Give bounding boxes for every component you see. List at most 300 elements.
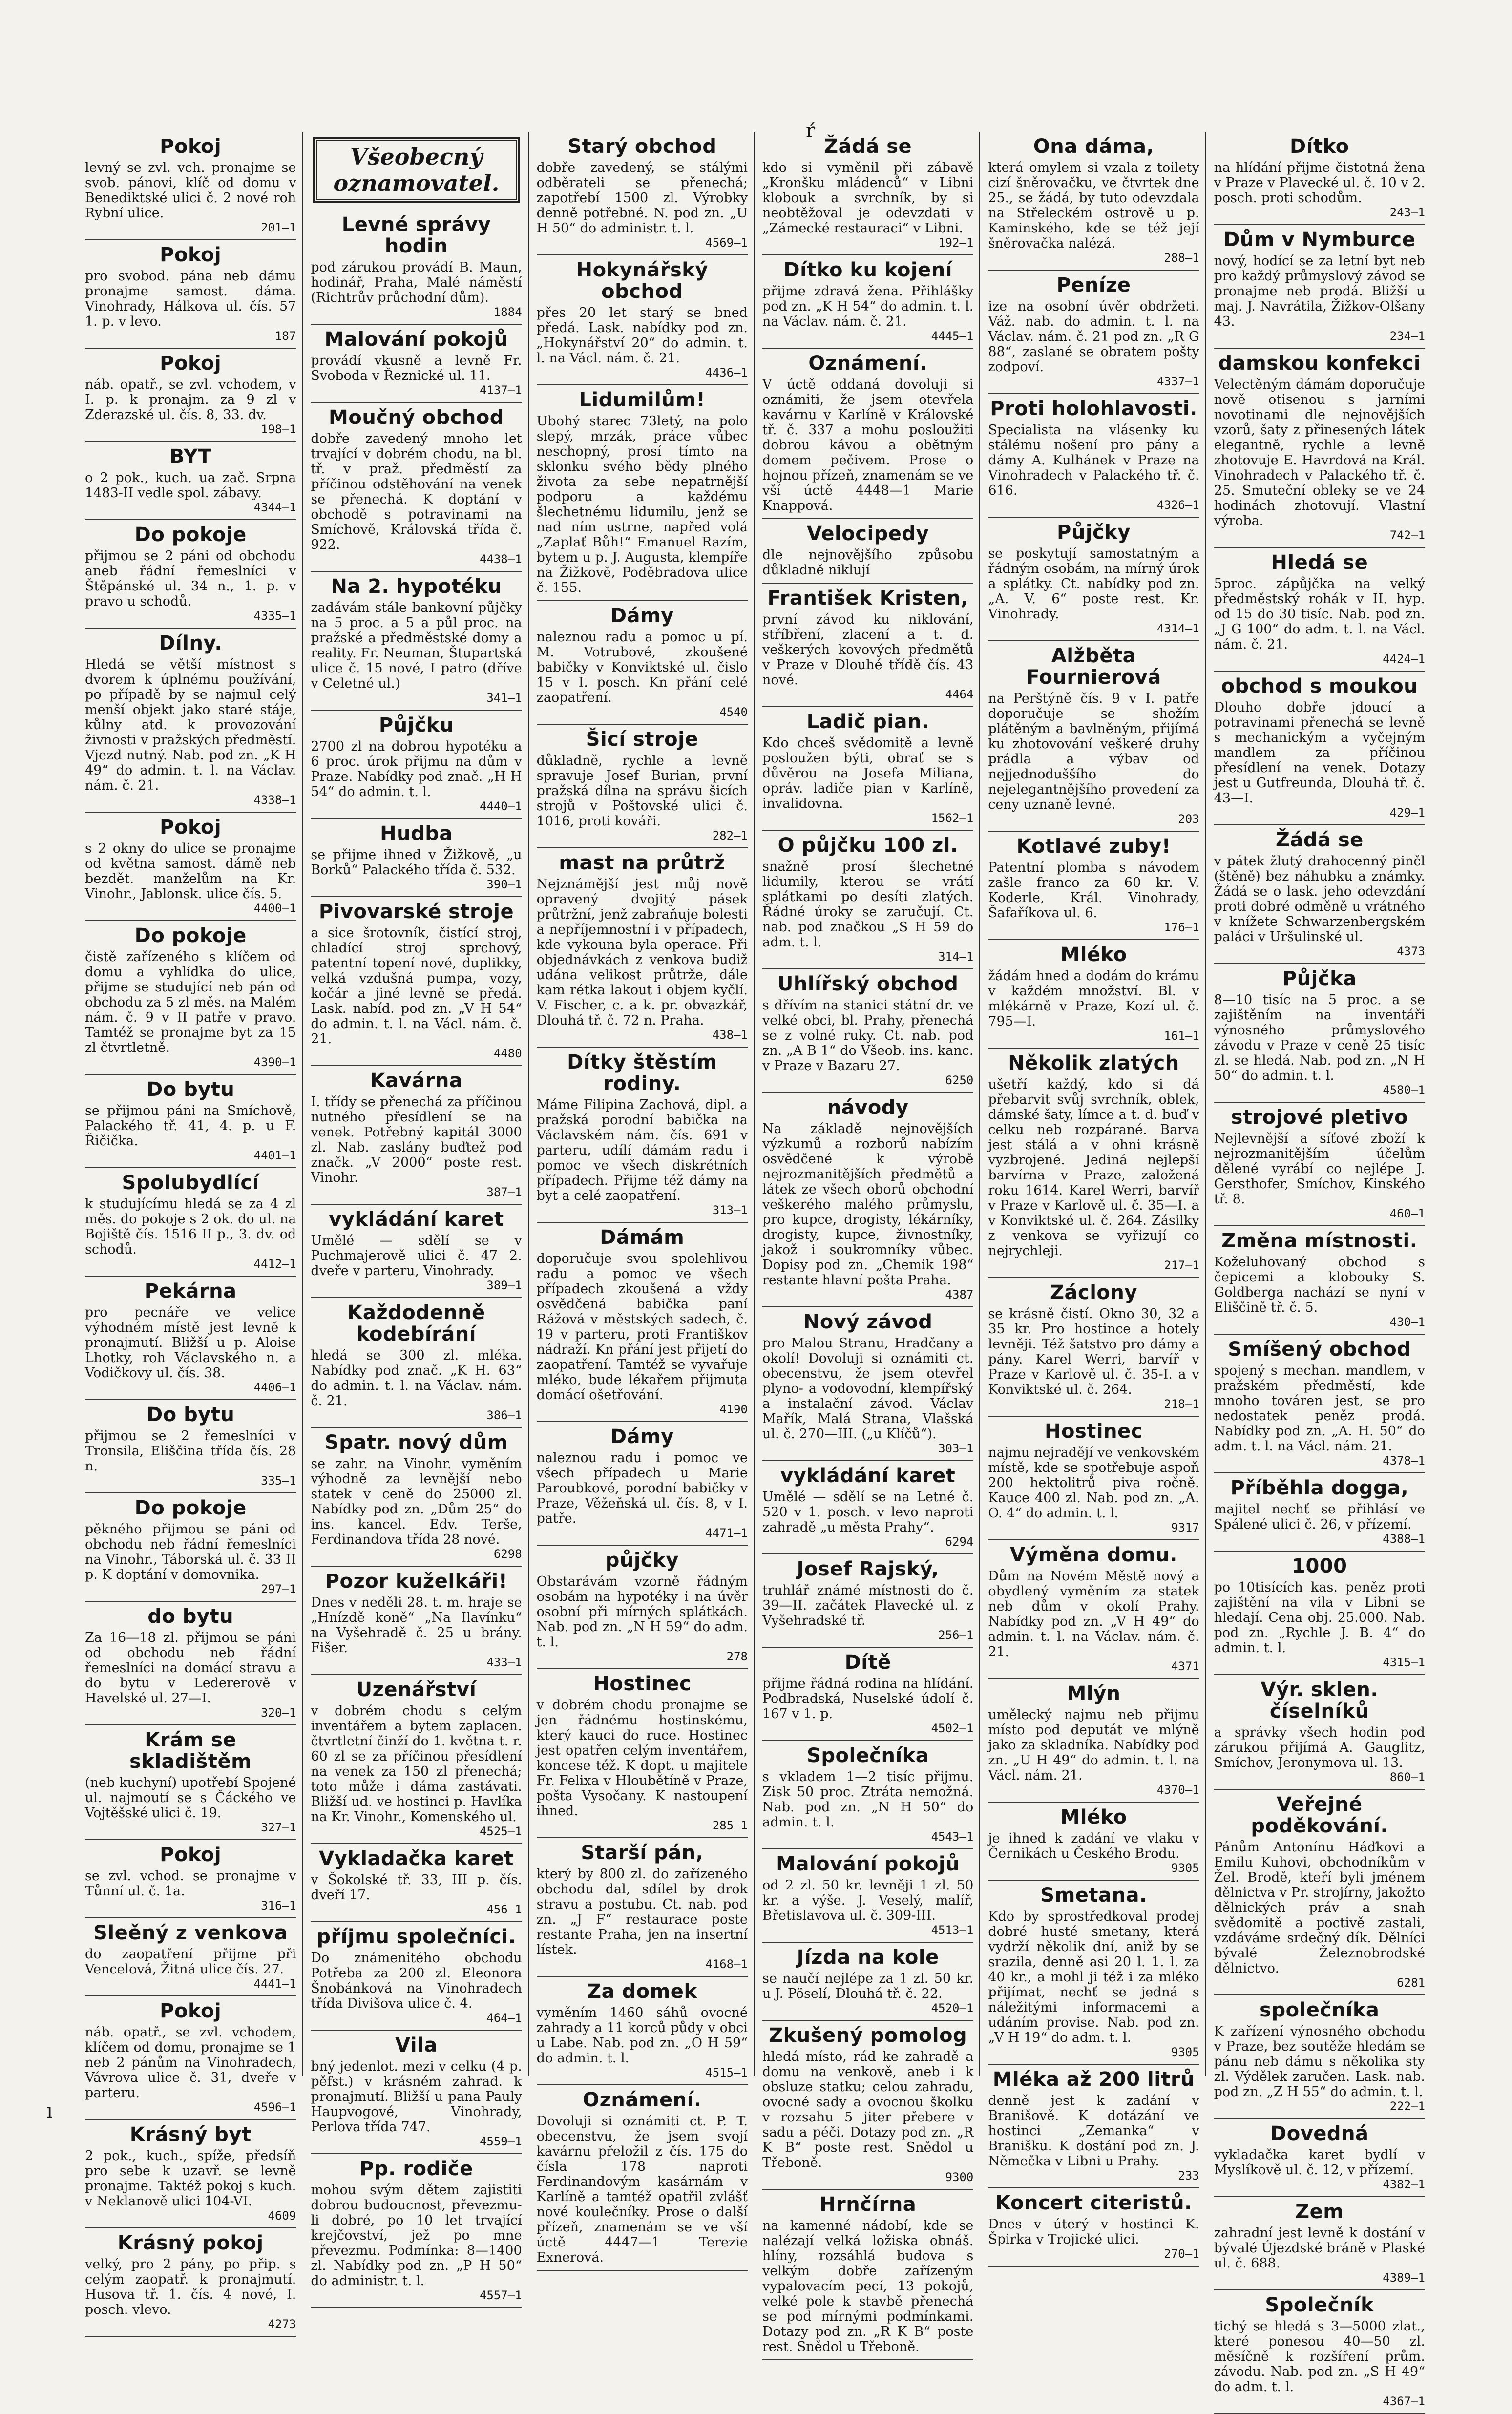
ad-body: zahradní jest levně k dostání v bývalé Újezdské bráně v Plaské ul. č. 688. <box>1214 2225 1425 2271</box>
column-2 <box>309 132 528 2302</box>
classified-ad <box>85 1075 296 1168</box>
ad-title: Půjčku <box>378 714 454 736</box>
column-3 <box>535 132 755 2265</box>
classified-ad <box>537 2085 748 2271</box>
classified-ad <box>1214 1995 1425 2119</box>
ad-code: 430—1 <box>1389 1315 1425 1329</box>
ad-title: vykládání karet <box>329 1208 504 1231</box>
ad-body: Máme Filipina Zachová, dipl. a pražská porodní babička na Václavském nám. čís. 691 v parteru, udílí dámám radu i pomoc ve všech diskrétních případech. Přijme též dámy na byt a celé zaopatření. <box>536 1097 748 1203</box>
classified-ad <box>311 2154 522 2308</box>
ad-body: najmu nejradějí ve venkovském místě, kde se spotřebuje aspoň 200 hektolitrů piva ročně. Kauce 400 zl. Nab. pod zn. „A. O. 4“ do admin. t. l. <box>988 1445 1199 1521</box>
ad-title: Společník <box>1265 2294 1374 2316</box>
ad-code: 456—1 <box>486 1903 522 1916</box>
ad-title: Mléko <box>1060 944 1127 966</box>
ad-body: Dnes v neděli 28. t. m. hraje se „Hnízdě koně“ „Na Ilavínku“ na Vyšehradě č. 25 u brány. Fišer. <box>311 1595 522 1656</box>
classified-ad <box>311 1066 522 1205</box>
ad-title: 1000 <box>1292 1555 1347 1577</box>
ad-title: Za domek <box>587 1980 697 2003</box>
ad-title: Do pokoje <box>134 524 247 546</box>
ad-code: 4370—1 <box>1156 1783 1199 1797</box>
classified-ad <box>85 1493 296 1602</box>
ad-code: 4190 <box>719 1403 748 1416</box>
ad-title: společníka <box>1260 1999 1380 2021</box>
ad-code: 4273 <box>268 2317 296 2331</box>
classified-ad <box>537 601 748 725</box>
ad-body: v pátek žlutý drahocenný pinčl (štěně) bez náhubku a známky. Žádá se o lask. jeho odevzdání proti dobré odměně u vrátného v knížete Schwarzenbergském paláci v Uršulinské ul. <box>1214 854 1425 945</box>
ad-code: 243—1 <box>1389 206 1425 219</box>
classified-ad <box>311 1675 522 1844</box>
ad-code: 203 <box>1178 812 1199 826</box>
ad-body: pro pecnáře ve velice výhodném místě jest levně k pronajmutí. Bližší u p. Aloise Lhotky, roh Václavského n. a Vodičkovy ul. čís. 38. <box>85 1305 296 1381</box>
ad-body: důkladně, rychle a levně spravuje Josef Burian, první pražská dílna na správu šicích strojů v Poštovské ulici č. 1016, proti kováři. <box>536 753 748 829</box>
ad-code: 320—1 <box>261 1706 296 1720</box>
ad-code: 4314—1 <box>1156 622 1199 635</box>
ad-code: 288—1 <box>1164 251 1199 265</box>
ad-title: Oznámení. <box>808 352 927 375</box>
ad-title: Alžběta Fournierová <box>1026 645 1161 689</box>
ad-title: Hudba <box>380 822 453 845</box>
ad-title: Velocipedy <box>807 523 929 545</box>
ad-body: je ihned k zadání ve vlaku v Černikách u Českého Brodu. <box>988 1831 1199 1861</box>
ad-code: 341—1 <box>486 691 522 705</box>
ad-body: na Perštýně čís. 9 v I. patře doporučuje se shožím plátěným a bavlněným, přijímá ku zhotovování veškeré druhy prádla a výbav od nejjednoduššího do nejelegantnějšího provedení za ceny uznaně levné. <box>988 691 1199 812</box>
ad-code: 4344—1 <box>253 501 296 514</box>
ad-body: mohou svým dětem zajistiti dobrou budoucnost, převezmu-li dobré, po 10 let trvající krejčovství, jež po mne převezmu. Podmínka: 8—1400 zl. Nabídky pod zn. „P H 50“ do administr. t. l. <box>311 2183 522 2288</box>
classified-ad <box>537 725 748 848</box>
ad-body: o 2 pok., kuch. ua zač. Srpna 1483-II vedle spol. zábavy. <box>85 470 296 501</box>
ad-body: Kdo chceš svědomitě a levně posloužen býti, obrať se s důvěrou na Josefa Miliana, opráv. ladiče pian v Karlíně, invalidovna. <box>762 735 974 811</box>
classified-ad <box>988 940 1199 1049</box>
ad-body: provádí vkusně a levně Fr. Svoboda v Řeznické ul. 11. <box>311 353 522 383</box>
ad-code: 6294 <box>945 1535 974 1549</box>
ad-body: 2 pok., kuch., spíže, předsíň pro sebe k uzavř. se levně pronajme. Taktéž pokoj s kuch. v Neklanově ulici 104-VI. <box>85 2148 296 2209</box>
classified-ad <box>1214 1226 1425 1335</box>
ad-code: 4382—1 <box>1383 2178 1425 2191</box>
classified-ad <box>85 442 296 520</box>
ad-body: pod zárukou provádí B. Maun, hodinář, Praha, Malé náměstí (Richtrův průchodní dům). <box>311 260 522 305</box>
newspaper-page <box>83 132 1431 2408</box>
ad-title: Zkušený pomolog <box>769 2024 967 2047</box>
ad-body: náb. opatř., se zvl. vchodem, klíčem od domu, pronajme se 1 neb 2 pánům na Vinohradech, Vávrova ulice č. 31, dveře v parteru. <box>85 2025 296 2100</box>
ad-body: se zvl. vchod. se pronajme v Tůnní ul. č. 1a. <box>85 1868 296 1899</box>
classified-ad <box>1214 2197 1425 2290</box>
ad-code: 297—1 <box>261 1582 296 1596</box>
ad-code: 6281 <box>1397 1976 1425 1990</box>
ad-body: v dobrém chodu pronajme se jen řádnému hostinskému, který kauci do ruce. Hostinec jest opatřen celým inventářem, koncese též. K dopt. u majitele Fr. Felixa v Hloubětíně v Praze, pošta Vysočany. K nastoupení ihned. <box>536 1698 748 1819</box>
ad-body: ušetří každý, kdo si dá přebarvit svůj svrchník, oblek, dámské šaty, límce a t. d. buď v celku neb rozpárané. Barva jest stálá a v ohni krásně vyzbrojené. Jediná nejlepší barvírna v Praze, založená roku 1614. Karel Werri, barvíř v Praze v Karlově ul. č. 35—I. a v Konviktské ul. č. 264. Zásilky z venkova se vyřizují co nejrychleji. <box>988 1077 1199 1259</box>
ad-body: (neb kuchyní) upotřebí Spojené ul. najmoutí se s Čáckého ve Vojtěšské ulici č. 19. <box>85 1775 296 1821</box>
classified-ad <box>537 1223 748 1422</box>
classified-ad <box>762 1943 973 2021</box>
ad-body: velký, pro 2 pány, po přip. s celým zaopatř. k pronajmutí. Husova tř. 1. čís. 4 nové, I. posch. vlevo. <box>85 2257 296 2317</box>
ad-title: Několik zlatých <box>1008 1052 1179 1074</box>
ad-body: s dřívím na stanici státní dr. ve velké obci, bl. Prahy, přenechá se z volné ruky. Ct. nab. pod zn. „A B 1“ do Všeob. ins. kanc. v Praze v Bazaru 27. <box>762 998 974 1073</box>
ad-title: Hostinec <box>1045 1420 1143 1443</box>
ad-code: 4406—1 <box>253 1381 296 1394</box>
ad-title: Šicí stroje <box>586 728 698 751</box>
ad-body: Dlouho dobře jdoucí a potravinami přenechá se levně s mechanickým a vyčejným mandlem za příčinou přesídlení na venek. Dotazy jest u Gutfreunda, Dlouhá tř. č. 43—I. <box>1214 700 1425 806</box>
ad-title: Půjčky <box>1057 521 1131 544</box>
column-4 <box>760 132 980 2354</box>
ad-title: Do bytu <box>146 1404 235 1426</box>
ad-title: strojové pletivo <box>1231 1106 1408 1129</box>
ad-title: Výr. sklen. číselníků <box>1260 1679 1379 1722</box>
classified-ad <box>762 2021 973 2190</box>
classified-ad <box>988 641 1199 832</box>
ad-body: hledá místo, rád ke zahradě a domu na venkově, aneb i k obsluze statku; celou zahradu, ovocné sady a ovocnou školku v rozsahu 5 jiter přebere v sadu a péči. Dotazy pod zn. „R K B“ poste rest. Snědol u Třeboně. <box>762 2049 974 2170</box>
ad-body: Hledá se větší místnost s dvorem k úplnému používání, po případě by se najmul celý menší objekt jako staré stáje, kůlny atd. k provozování živnosti v pražských předměstí. Vjezd nutný. Nab. pod zn. „K H 49“ do admin. t. l. na Václav. nám. č. 21. <box>85 657 296 793</box>
ad-code: 4609 <box>268 2209 296 2223</box>
classified-ad <box>85 1168 296 1277</box>
ad-title: Mlýn <box>1067 1682 1121 1705</box>
ad-body: dobře zavedený mnoho let trvající v dobrém chodu, na bl. tř. v praž. předměstí za příčinou odstěhování na venek se přenechá. K doptání v obchodě s potravinami na Smíchově, Královská třída č. 922. <box>311 431 522 552</box>
ad-title: Společníka <box>807 1744 929 1767</box>
ad-code: 270—1 <box>1164 2247 1199 2261</box>
ad-body: v Šokolské tř. 33, III p. čís. dveří 17. <box>311 1872 522 1903</box>
ad-code: 4401—1 <box>253 1149 296 1162</box>
ad-title: Výměna domu. <box>1010 1544 1177 1566</box>
ad-body: nový, hodící se za letní byt neb pro každý průmyslový závod se pronajme neb prodá. Bližší u maj. J. Navrátila, Žižkov-Olšany 43. <box>1214 253 1425 329</box>
ad-code: 4540 <box>719 705 748 719</box>
ad-body: vykladačka karet bydlí v Myslíkově ul. č. 12, v přízemí. <box>1214 2147 1425 2178</box>
ad-code: 4471—1 <box>705 1526 748 1540</box>
ad-body: Na základě nejnovějších výzkumů a rozborů nabízím osvědčené k výrobě nejrozmanitějších předmětů a látek ze všech oborů obchodní veškerého malého průmyslu, pro kupce, drogisty, lékárníky, drogisty, kupce, živnostníky, jakož i soukromníky vůbec. Dopisy pod zn. „Chemik 198“ restante hlavní pošta Praha. <box>762 1121 974 1288</box>
ad-title: Pp. rodiče <box>359 2158 473 2180</box>
classified-ad <box>85 1277 296 1400</box>
ad-body: umělecký najmu neb přijmu místo pod deputát ve mlýně jako za skladníka. Nabídky pod zn. „U H 49“ do admin. t. l. na Václ. nám. 21. <box>988 1707 1199 1783</box>
ad-code: 234—1 <box>1389 329 1425 343</box>
classified-ad <box>85 1996 296 2120</box>
ad-body: denně jest k zadání v Branišově. K dotázání ve hostinci „Zemanka“ v Branišku. K dostání pod zn. J. Němečka v Libni u Prahy. <box>988 2093 1199 2169</box>
classified-ad <box>537 132 748 255</box>
ad-body: a správky všech hodin pod zárukou přijímá A. Gauglitz, Smíchov, Jeronymova ul. 13. <box>1214 1725 1425 1770</box>
ad-title: Do pokoje <box>134 1497 247 1519</box>
ad-body: I. třídy se přenechá za příčinou nutného přesídlení se na venek. Potřebný kapitál 3000 zl. Nab. zaslány buďtež pod značk. „V 2000“ poste rest. Vinohr. <box>311 1094 522 1185</box>
ad-code: 4569—1 <box>705 236 748 250</box>
ad-code: 4513—1 <box>931 1923 974 1937</box>
ad-code: 4596—1 <box>253 2100 296 2114</box>
ad-code: 4315—1 <box>1383 1656 1425 1669</box>
ad-title: O půjčku 100 zl. <box>777 834 958 857</box>
ad-body: pro Malou Stranu, Hradčany a okolí! Dovoluji si oznámiti ct. obecenstvu, že jsem otevřel plyno- a vodovodní, klempířský a instalační závod. Václav Mařík, Malá Strana, Vlašská ul. č. 270—III. („u Klíčů“). <box>762 1336 974 1442</box>
ad-code: 4464 <box>945 688 974 701</box>
ad-title: Vykladačka karet <box>319 1847 514 1870</box>
ad-code: 438—1 <box>712 1028 748 1042</box>
ad-code: 4337—1 <box>1156 375 1199 388</box>
ad-title: Mléko <box>1060 1806 1127 1828</box>
classified-ad <box>311 1922 522 2031</box>
ad-code: 316—1 <box>261 1899 296 1912</box>
ad-body: naleznou radu i pomoc ve všech případech u Marie Paroubkové, porodní babičky v Praze, Věžeňská ul. čís. 8, v I. patře. <box>536 1450 748 1526</box>
ad-body: která omylem si vzala z toilety cizí šněrovačku, ve čtvrtek dne 25., se žádá, by tuto odevzdala na Střeleckém ostrově u p. Kaminského, kde se též její šněrovačka nalézá. <box>988 160 1199 251</box>
ad-body: dobře zavedený, se stálými odběrateli se přenechá; zapotřebí 1500 zl. Výrobky denně potřebné. N. pod zn. „U H 50“ do administr. t. l. <box>536 160 748 236</box>
ad-body: tichý se hledá s 3—5000 zlat., které ponesou 40—50 zl. měsíčně k rozšíření prům. závodu. Nab. pod zn. „S H 49“ do adm. t. l. <box>1214 2319 1425 2394</box>
ad-title: Josef Rajský, <box>797 1558 939 1580</box>
ad-body: čistě zařízeného s klíčem od domu a vyhlídka do ulice, přijme se studující neb pán od obchodu za 5 zl měs. na Malém nám. č. 9 v II patře v pravo. Tamtéž se pronajme byt za 15 zl čtvrtletně. <box>85 949 296 1055</box>
ad-title: Příběhla dogga, <box>1230 1477 1409 1499</box>
ad-body: a sice šrotovník, čistící stroj, chladící stroj sprchový, patentní topení nové, duplikky, velká vzdušná pumpa, vozy, kočár a jiné levně se předá. Lask. nabíd. pod zn. „V H 54“ do admin. t. l. na Václ. nám. č. 21. <box>311 925 522 1047</box>
classified-ad <box>988 1278 1199 1417</box>
ad-code: 4371 <box>1171 1659 1199 1673</box>
ad-title: Pokoj <box>160 2000 222 2022</box>
ad-code: 9300 <box>945 2170 974 2184</box>
ad-title: návody <box>827 1096 909 1119</box>
classified-ad <box>762 1307 973 1461</box>
classified-ad <box>762 707 973 831</box>
ad-title: Spatr. nový dům <box>324 1431 508 1454</box>
ad-body: se přijme ihned v Žižkově, „u Borků“ Palackého třída č. 532. <box>311 847 522 878</box>
ad-body: ize na osobní úvěr obdržeti. Váž. nab. do admin. t. l. na Václav. nám. č. 21 pod zn. „R G 88“, zaslané se obratem pošty zodpoví. <box>988 299 1199 375</box>
classified-ad <box>988 271 1199 394</box>
ad-code: 4338—1 <box>253 793 296 807</box>
classified-ad <box>1214 672 1425 825</box>
ad-title: Lidumilům! <box>579 389 706 411</box>
ad-title: Ladič pian. <box>806 711 929 733</box>
ad-code: 9305 <box>1171 2045 1199 2059</box>
classified-ad <box>1214 825 1425 964</box>
classified-ad <box>85 240 296 349</box>
ad-title: Sleěný z venkova <box>93 1922 288 1944</box>
ad-code: 278 <box>726 1650 748 1663</box>
ad-body: přijmou se 2 páni od obchodu aneb řádní řemeslníci v Štěpánské ul. 34 n., 1. p. v pravo u schodů. <box>85 548 296 609</box>
ad-code: 4557—1 <box>479 2288 522 2302</box>
classified-ad <box>1214 2290 1425 2414</box>
ad-title: Starý obchod <box>567 135 717 158</box>
ad-code: 9317 <box>1171 1521 1199 1534</box>
classified-ad <box>1214 548 1425 672</box>
ad-body: vyměním 1460 sáhů ovocné zahrady a 11 korců půdy v obci u Labe. Nab. pod zn. „O H 59“ do admin. t. l. <box>536 2005 748 2066</box>
ad-body: Do známenitého obchodu Potřeba za 200 zl. Eleonora Šnobánková na Vinohradech třída Divišova ulice č. 4. <box>311 1951 522 2011</box>
classified-ad <box>988 1417 1199 1540</box>
ad-title: Uzenářství <box>356 1679 477 1701</box>
ad-title: Vila <box>395 2034 438 2057</box>
ad-title: Pozor kuželkáři! <box>325 1570 508 1593</box>
classified-ad <box>537 1546 748 1669</box>
ad-code: 4580—1 <box>1383 1083 1425 1097</box>
classified-ad <box>762 2190 973 2360</box>
classified-ad <box>85 629 296 813</box>
ad-code: 4389—1 <box>1383 2271 1425 2285</box>
classified-ad <box>1214 1552 1425 1675</box>
ad-title: Hledá se <box>1271 551 1368 574</box>
ad-title: Kavárna <box>370 1070 463 1092</box>
classified-ad <box>537 385 748 601</box>
ad-body: Za 16—18 zl. přijmou se páni od obchodu neb řádní řemeslníci na domácí stravu a do bytu v Ledererově v Havelské ul. 27—I. <box>85 1630 296 1706</box>
ad-code: 4438—1 <box>479 552 522 566</box>
ad-title: damskou konfekci <box>1218 352 1421 375</box>
ad-code: 201—1 <box>261 221 296 234</box>
classified-ad <box>1214 1103 1425 1226</box>
ad-code: 303—1 <box>938 1442 974 1455</box>
classified-ad <box>85 1400 296 1493</box>
ad-body: náb. opatř., se zvl. vchodem, v I. p. k pronajm. za 9 zl v Zderazské ul. čís. 8, 33. dv. <box>85 377 296 422</box>
ad-code: 390—1 <box>486 878 522 891</box>
column-1 <box>83 132 303 2331</box>
ad-body: naleznou radu a pomoc u pí. M. Votrubové, zkoušené babičky v Konviktské ul. čislo 15 v I. posch. Kn přání celé zaopatření. <box>536 630 748 705</box>
ad-code: 4441—1 <box>253 1977 296 1991</box>
ad-body: Dnes v úterý v hostinci K. Špirka v Trojické ulici. <box>988 2217 1199 2247</box>
classified-ad <box>762 1554 973 1648</box>
classified-ad <box>762 132 973 255</box>
ad-body: přijmou se 2 řemeslníci v Tronsila, Eliščina třída čís. 28 n. <box>85 1428 296 1474</box>
ad-title: Pokoj <box>160 352 222 375</box>
classified-ad <box>762 349 973 519</box>
ad-body: Specialista na vlásenky ku stálému nošení pro pány a dámy A. Kulhánek v Praze na Vinohradech v Palackého tř. č. 616. <box>988 422 1199 498</box>
ad-code: 285—1 <box>712 1819 748 1832</box>
classified-ad <box>311 819 522 897</box>
classified-ad <box>85 1602 296 1725</box>
ad-body: na hlídání přijme čistotná žena v Praze v Plavecké ul. č. 10 v 2. posch. proti schodům. <box>1214 160 1425 206</box>
ad-code: 4326—1 <box>1156 498 1199 512</box>
ad-code: 218—1 <box>1164 1397 1199 1411</box>
ad-code: 1562—1 <box>931 811 974 825</box>
ad-code: 4515—1 <box>705 2066 748 2079</box>
ad-code: 4378—1 <box>1383 1454 1425 1468</box>
ad-body: po 10tisících kas. peněz proti zajištění na vila v Libni se hledají. Cena obj. 25.000. Nab. pod zn. „Rychle J. B. 4“ do admin. t. l. <box>1214 1580 1425 1656</box>
ad-title: Krásný pokoj <box>117 2232 264 2254</box>
ad-body: majitel nechť se přihlásí ve Spálené ulici č. 26, v přízemí. <box>1214 1502 1425 1532</box>
classified-ad <box>537 255 748 385</box>
classified-ad <box>1214 1790 1425 1995</box>
ad-body: bný jedenlot. mezi v celku (4 p. pěfst.) v krásném zahrad. k pronajmutí. Bližší u pana Pauly Haupvogové, Vinohrady, Perlova třída 747. <box>311 2059 522 2135</box>
ad-body: Nejznámější jest můj nově opravený dvojitý pásek průtržní, jenž zabraňuje bolesti a nepříjemnostní i v případech, kde vykouna byla operace. Při objednávkách z venkova budiž udána velikost průtrže, dále kam rétka lakout i objem kyčlí. V. Fischer, c. a k. pr. obvazkář, Dlouhá tř. č. 72 n. Praha. <box>536 877 748 1028</box>
ad-code: 4525—1 <box>479 1825 522 1838</box>
ad-code: 4445—1 <box>931 329 974 343</box>
ad-body: zadávám stále bankovní půjčky na 5 proc. a 5 a půl proc. na pražské a předměstské domy a reality. Fr. Neuman, Štupartská ulice č. 15 nové, I patro (dříve v Celetné ul.) <box>311 600 522 691</box>
ad-title: Ona dáma, <box>1033 135 1155 158</box>
classified-ad <box>1214 1473 1425 1552</box>
classified-ad <box>1214 1675 1425 1790</box>
ad-body: Pánům Antonínu Háďkovi a Emilu Kuhovi, obchodníkům v Žel. Brodě, kteří byli jménem dělnictva v Pr. strojírny, jakožto dělnických práv a snah svědomitě a poctivě zastali, vzdáváme srdečný dík. Dělníci bývalé Železnobrodské dělnictvo. <box>1214 1840 1425 1976</box>
ad-body: 2700 zl na dobrou hypotéku a 6 proc. úrok přijmu na dům v Praze. Nabídky pod znač. „H H 54“ do admin. t. l. <box>311 739 522 799</box>
classified-ad <box>988 1540 1199 1679</box>
ad-code: 4388—1 <box>1383 1532 1425 1546</box>
classified-ad <box>537 1838 748 1977</box>
ad-title: Mléka až 200 litrů <box>992 2068 1195 2091</box>
classified-ad <box>85 921 296 1075</box>
column-6 <box>1212 132 1431 2408</box>
ad-body: levný se zvl. vch. pronajme se svob. pánovi, klíč od domu v Benediktské ulici č. 2 nové roh Rybní ulice. <box>85 160 296 221</box>
classified-ad <box>988 832 1199 940</box>
classified-ad <box>762 255 973 349</box>
classified-ad <box>1214 349 1425 548</box>
ad-body: se poskytují samostatným a řádným osobám, na mírný úrok a splátky. Ct. nabídky pod zn. „A. V. 6“ poste rest. Kr. Vinohrady. <box>988 546 1199 622</box>
classified-ad <box>311 210 522 325</box>
classified-ad <box>537 1669 748 1838</box>
classified-ad <box>762 831 973 969</box>
ad-body: na kamenné nádobí, kde se nalézají velká ložiska obnáš. hlíny, rozsáhlá budova s velkým dobře zařízeným vypalovacím pecí, 13 pokojů, velké pole k stavbě přenechá se pod mírnými podmínkami. Dotazy pod zn. „R K B“ poste rest. Snědol u Třeboně. <box>762 2218 974 2354</box>
classified-ad <box>1214 2119 1425 2197</box>
ad-title: Dům v Nymburce <box>1223 229 1416 251</box>
ad-title: Záclony <box>1050 1281 1137 1304</box>
ad-body: se zahr. na Vinohr. vyměním výhodně za levnější nebo statek v ceně do 25000 zl. Nabídky pod zn. „Dům 25“ do ins. kancel. Edv. Terše, Ferdinandova třída 28 nové. <box>311 1456 522 1547</box>
ad-body: od 2 zl. 50 kr. levněji 1 zl. 50 kr. a výše. J. Veselý, malíř, Břetislavova ul. č. 309-III. <box>762 1878 974 1923</box>
ad-title: vykládání karet <box>780 1465 956 1487</box>
ad-code: 176—1 <box>1164 921 1199 934</box>
ad-body: Umělé — sdělí se na Letné č. 520 v 1. posch. v levo naproti zahradě „u města Prahy“. <box>762 1490 974 1535</box>
classified-ad <box>762 969 973 1093</box>
ad-title: Změna místnosti. <box>1221 1230 1418 1252</box>
classified-ad <box>762 1093 973 1307</box>
ad-title: Hokynářský obchod <box>576 259 708 303</box>
ad-title: Do pokoje <box>134 924 247 947</box>
ad-code: 860—1 <box>1389 1770 1425 1784</box>
ad-title: Smíšený obchod <box>1228 1338 1411 1361</box>
ad-body: žádám hned a dodám do krámu v každém množství. Bl. v mlékárně v Praze, Kozí ul. č. 795—I. <box>988 968 1199 1029</box>
ad-code: 386—1 <box>486 1408 522 1422</box>
ad-title: Levné správy hodin <box>341 213 491 257</box>
ad-code: 313—1 <box>712 1203 748 1217</box>
ad-title: mast na průtrž <box>559 852 726 874</box>
classified-ad <box>311 572 522 711</box>
ad-title: Pokoj <box>160 135 222 158</box>
ad-title: Koncert citeristů. <box>995 2192 1192 2214</box>
ad-code: 198—1 <box>261 422 296 436</box>
ad-title: Dámy <box>610 605 674 627</box>
classified-ad <box>537 1977 748 2085</box>
ad-body: přijme řádná rodina na hlídání. Podbradská, Nuselské údolí č. 167 v 1. p. <box>762 1676 974 1721</box>
classified-ad <box>1214 225 1425 349</box>
ad-body: Velectěným dámám doporučuje nově otisenou s jarními novotinami dle nejnovějších vzorů, šaty z přinesených látek elegantně, rychle a levně zhotovuje E. Havrdová na Král. Vinohradech v Palackého tř. č. 25. Smuteční obleky se ve 24 hodinách zhotovují. Vlastní výroba. <box>1214 377 1425 528</box>
classified-ad <box>988 1679 1199 1803</box>
masthead: Všeobecný oznamovatel. <box>313 137 520 203</box>
ad-body: 8—10 tisíc na 5 proc. a se zajištěním na inventáři výnosného průmyslového závodu v Praze v ceně 25 tisíc zl. se hledá. Nab. pod zn. „N H 50“ do admin. t. l. <box>1214 992 1425 1083</box>
ad-title: Hostinec <box>593 1673 692 1695</box>
ad-body: Ubohý starec 73letý, na polo slepý, mrzák, práce vůbec neschopný, prosí tímto na sklonku svého bědy plného života za sebe nepatrnější podporu a každému šlechetnému lidumilu, jenž se nad ním ustrne, napřed volá „Zaplať Bůh!“ Emanuel Razím, bytem u p. J. Augusta, klempíře na Žižkově, Poděbradova ulice č. 155. <box>536 414 748 595</box>
ad-title: Oznámení. <box>583 2089 702 2111</box>
ad-title: Smetana. <box>1040 1884 1147 1907</box>
ad-title: Dítě <box>844 1651 891 1674</box>
column-5 <box>986 132 1206 2261</box>
ad-body: Nejlevnější a síťové zboží k nejrozmanitějším účelům dělené vyrábí co nejlépe J. Gersthofer, Smíchov, Kinského tř. 8. <box>1214 1131 1425 1207</box>
classified-ad <box>85 1840 296 1918</box>
ad-code: 387—1 <box>486 1185 522 1199</box>
ad-title: Kotlavé zuby! <box>1016 835 1171 858</box>
ad-code: 742—1 <box>1389 528 1425 542</box>
classified-ad <box>988 2188 1199 2267</box>
ad-code: 4335—1 <box>253 609 296 623</box>
ad-body: Umělé — sdělí se v Puchmajerově ulici č. 47 2. dveře v parteru, Vinohrady. <box>311 1233 522 1279</box>
ad-title: Pokoj <box>160 816 222 839</box>
ad-title: Krám se skladištěm <box>129 1729 252 1773</box>
ad-title: Dílny. <box>159 632 223 654</box>
ad-title: Půjčka <box>1282 967 1357 990</box>
classified-ad <box>311 1428 522 1567</box>
ad-code: 4137—1 <box>479 383 522 397</box>
ad-title: příjmu společníci. <box>316 1926 516 1948</box>
ad-body: k studujícímu hledá se za 4 zl měs. do pokoje s 2 ok. do ul. na Bojiště čís. 1516 II p., 3. dv. od schodů. <box>85 1197 296 1257</box>
ad-code: 256—1 <box>938 1628 974 1642</box>
ad-code: 233 <box>1178 2169 1199 2183</box>
ad-body: pro svobod. pána neb dámu pronajme samost. dáma. Vinohrady, Hálkova ul. čís. 57 1. p. v levo. <box>85 269 296 329</box>
classified-ad <box>762 1741 973 1849</box>
ad-title: Uhlířský obchod <box>777 973 959 995</box>
ad-title: Krásný byt <box>129 2123 252 2146</box>
classified-ad <box>762 1648 973 1741</box>
ad-code: 314—1 <box>938 950 974 964</box>
ad-title: Dítko <box>1290 135 1349 158</box>
ad-title: Veřejné poděkování. <box>1251 1793 1388 1837</box>
classified-ad <box>311 403 522 572</box>
classified-ad <box>311 2031 522 2154</box>
ad-body: 5proc. zápůjčka na velký předměstský rohák v II. hyp. od 15 do 30 tisíc. Nab. pod zn. „J G 100“ do adm. t. l. na Václ. nám. č. 21. <box>1214 576 1425 652</box>
classified-ad <box>537 1048 748 1223</box>
classified-ad <box>311 1205 522 1298</box>
classified-ad <box>988 1881 1199 2065</box>
ad-body: se přijmou páni na Smíchově, Palackého tř. 41, 4. p. u F. Řičička. <box>85 1103 296 1149</box>
ad-title: Žádá se <box>824 135 912 158</box>
ad-body: s vkladem 1—2 tisíc přijmu. Zisk 50 proc. Ztráta nemožná. Nab. pod zn. „N H 50“ do admin. t. l. <box>762 1769 974 1830</box>
